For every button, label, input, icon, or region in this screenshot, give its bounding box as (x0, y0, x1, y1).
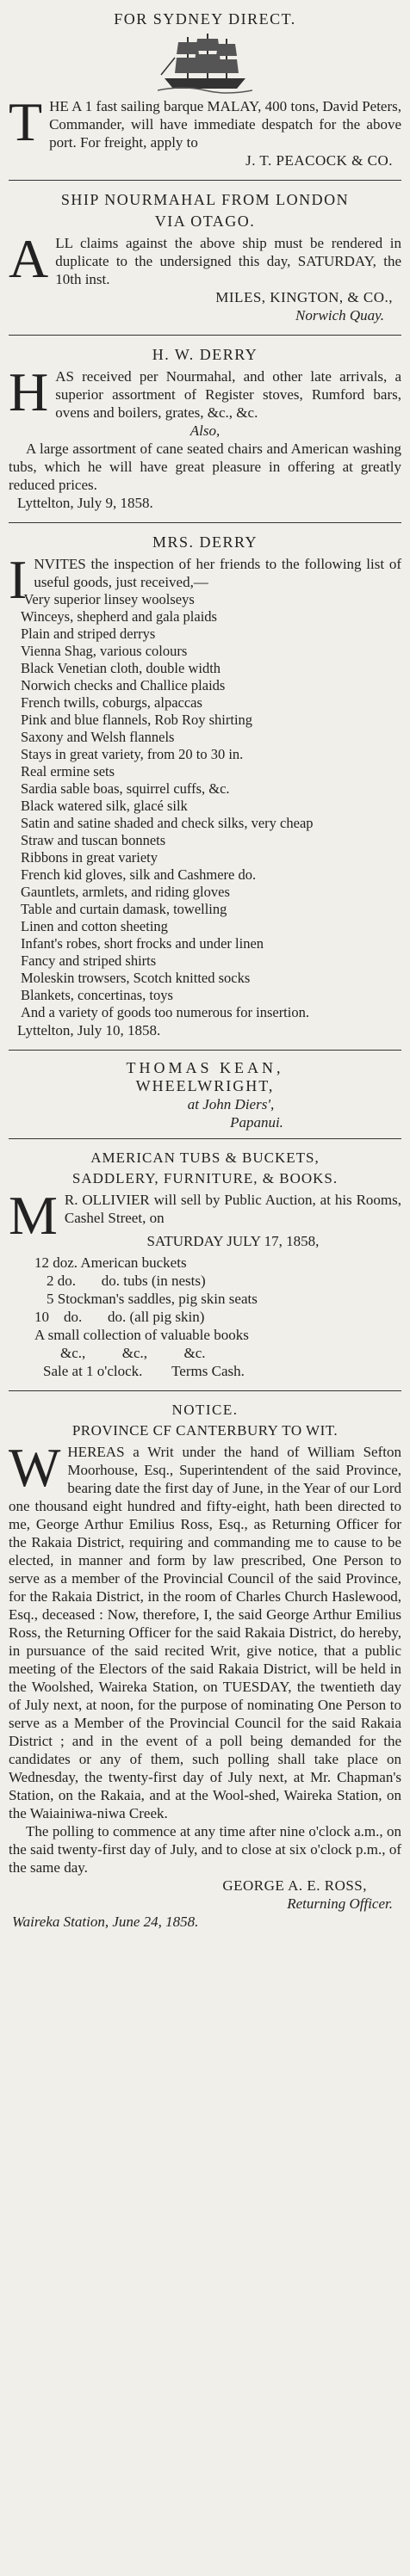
ad-signature: GEORGE A. E. ROSS, (222, 1877, 367, 1894)
ad-body: M R. OLLIVIER will sell by Public Auction, at his Rooms, Cashel Street, on (9, 1185, 401, 1246)
list-item: Ribbons in great variety (21, 849, 158, 866)
lot-item: 2 do. do. tubs (in nests) (47, 1273, 206, 1289)
ad-ship-nourmahal (9, 186, 401, 331)
ad-mrs-derry (9, 528, 401, 1046)
list-item: Moleskin trowsers, Scotch knitted socks (21, 970, 251, 986)
list-item: Norwich checks and Challice plaids (21, 677, 226, 693)
list-item: Winceys, shepherd and gala plaids (21, 608, 217, 625)
ad-header: AMERICAN TUBS & BUCKETS, (90, 1149, 320, 1166)
ad-notice-canterbury (9, 1396, 401, 1938)
divider (9, 1050, 401, 1051)
list-item: Straw and tuscan bonnets (21, 832, 166, 848)
lot-item: 5 Stockman's saddles, pig skin seats (47, 1291, 258, 1307)
notice-label: NOTICE. (171, 1402, 239, 1418)
ad-hw-derry (9, 341, 401, 519)
lot-item: &c., &c., &c. (60, 1345, 206, 1361)
ad-body: THE A 1 fast sailing barque MALAY, 400 tons, David Peters, Commander, will have immediate despatch for the above port. For freight, apply to (9, 91, 401, 152)
ad-place: Papanui. (230, 1114, 283, 1131)
ad-body: ALL claims against the above ship must be rendered in duplicate to the undersigned this day, SATURDAY, the 10th inst. (9, 228, 401, 289)
list-item: Stays in great variety, from 20 to 30 in. (21, 746, 244, 762)
ship-icon (158, 32, 252, 94)
list-item: Saxony and Welsh flannels (21, 729, 175, 745)
divider (9, 1138, 401, 1139)
ad-trade: WHEELWRIGHT, (135, 1077, 275, 1094)
ad-name: THOMAS KEAN, (126, 1059, 284, 1076)
ad-subheader: VIA OTAGO. (154, 213, 256, 230)
divider (9, 522, 401, 523)
ad-header: FOR SYDNEY DIRECT. (114, 10, 296, 28)
divider (9, 335, 401, 336)
list-item: Infant's robes, short frocks and under linen (21, 935, 264, 952)
ad-dateline: Lyttelton, July 10, 1858. (17, 1022, 161, 1038)
ad-body: HAS received per Nourmahal, and other late arrivals, a superior assortment of Register stoves, Rumford bars, ovens and boilers, grates, &c., &c. (9, 361, 401, 422)
ad-dateline: Lyttelton, July 9, 1858. (17, 495, 153, 511)
newspaper-column (9, 0, 401, 1938)
ad-header: H. W. DERRY (152, 346, 258, 363)
list-item: Sardia sable boas, squirrel cuffs, &c. (21, 780, 230, 797)
ad-header: SHIP NOURMAHAL FROM LONDON (60, 191, 350, 208)
list-item: French twills, coburgs, alpaccas (21, 694, 202, 711)
ad-also: Also, (189, 422, 221, 439)
sale-date: SATURDAY JULY 17, 1858, (146, 1233, 320, 1249)
list-item: And a variety of goods too numerous for insertion. (21, 1004, 309, 1020)
drop-cap: A (9, 228, 49, 289)
divider (9, 1390, 401, 1391)
list-item: Blankets, concertinas, toys (21, 987, 173, 1003)
drop-cap: M (9, 1185, 58, 1246)
ad-body-2: A large assortment of cane seated chairs and American washing tubs, which he will have great pleasure in offering at greatly reduced prices. (9, 441, 401, 493)
ad-body-2: The polling to commence at any time after nine o'clock a.m., on the said twenty-first day of July, and to close at six o'clock p.m., of the same day. (9, 1823, 401, 1876)
list-item: Table and curtain damask, towelling (21, 901, 227, 917)
list-item: Linen and cotton sheeting (21, 918, 168, 934)
ad-dateline: Waireka Station, June 24, 1858. (12, 1914, 199, 1930)
list-item: Black watered silk, glacé silk (21, 798, 188, 814)
divider (9, 180, 401, 181)
ad-header: PROVINCE CF CANTERBURY TO WIT. (71, 1422, 339, 1439)
drop-cap: T (9, 91, 43, 152)
lot-item: 12 doz. American buckets (34, 1254, 187, 1271)
ad-header: MRS. DERRY (152, 533, 258, 551)
drop-cap: H (9, 361, 49, 422)
lot-item: 10 do. do. (all pig skin) (34, 1309, 205, 1325)
ad-thomas-kean (9, 1056, 401, 1135)
ad-subheader: SADDLERY, FURNITURE, & BOOKS. (71, 1170, 339, 1186)
list-item: Pink and blue flannels, Rob Roy shirting (21, 712, 253, 728)
ad-signature-title: Returning Officer. (287, 1895, 393, 1912)
list-item: Vienna Shag, various colours (21, 643, 188, 659)
list-item: Real ermine sets (21, 763, 115, 780)
ad-signature: J. T. PEACOCK & CO. (245, 152, 393, 169)
drop-cap: I (9, 549, 28, 610)
ad-sydney-direct (9, 5, 401, 176)
list-item: Gauntlets, armlets, and riding gloves (21, 884, 230, 900)
ad-american-tubs (9, 1144, 401, 1387)
ad-body: WHEREAS a Writ under the hand of William Sefton Moorhouse, Esq., Superintendent of the said Province, bearing date the first day of June, in the Year of our Lord one thousand eight hundred and fifty-eight, hath been directed to me, George Arthur Emilius Ross, Esq., as Returning Officer for the Rakaia District, requiring and commanding me to cause to be elected, in manner and form by law prescribed, One Person to serve as a member of the Provincial Council of the said Province, for the Rakaia District, in the room of Charles Church Haslewood, Esq., deceased : Now, therefore, I, the said George Arthur Emilius Ross, the Returning Officer for the said Rakaia District, do hereby, in pursuance of the said recited Writ, give notice, that a public meeting of the Electors of the said Rakaia District, will be held in the Woolshed, Waireka Station, on TUESDAY, the twentieth day of July next, at noon, for the purpose of nominating One Person to serve as a Member of the Provincial Council for the said Rakaia District ; and in the event of a poll being demanded for the candidates or any of them, such polling shall take place on Wednesday, the twenty-first day of July next, at Mr. Chapman's Station, on the Rakaia, and at the Wool-shed, Waireka Station, on the Waiainiwa-niwa Creek. (9, 1437, 401, 1821)
goods-list (9, 591, 401, 1021)
ad-signature: MILES, KINGTON, & CO., (215, 289, 393, 305)
drop-cap: W (9, 1437, 61, 1498)
list-item: Plain and striped derrys (21, 626, 156, 642)
list-item: Satin and satine shaded and check silks, very cheap (21, 815, 314, 831)
lot-item: A small collection of valuable books (34, 1327, 249, 1343)
list-item: Fancy and striped shirts (21, 952, 157, 969)
list-item: Black Venetian cloth, double width (21, 660, 221, 676)
list-item: French kid gloves, silk and Cashmere do. (21, 866, 257, 883)
ad-location: at John Diers', (187, 1096, 275, 1112)
ad-address: Norwich Quay. (295, 307, 384, 324)
ad-body: INVITES the inspection of her friends to the following list of useful goods, just received,— (9, 549, 401, 610)
sale-terms: Sale at 1 o'clock. Terms Cash. (43, 1363, 245, 1379)
list-item: Very superior linsey woolseys (23, 591, 195, 607)
